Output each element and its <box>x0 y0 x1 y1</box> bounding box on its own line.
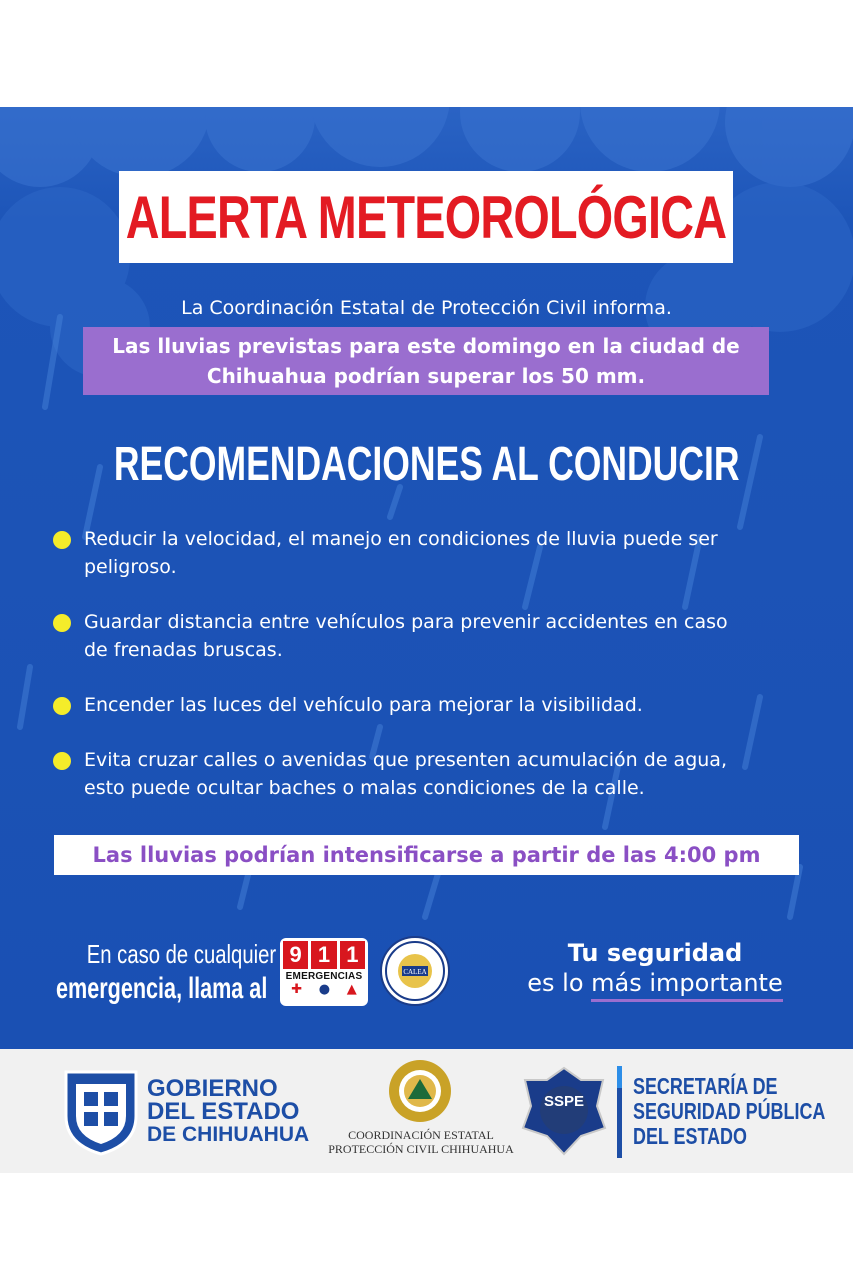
list-item-line: Guardar distancia entre vehículos para prevenir accidentes en caso <box>84 611 728 633</box>
sspe-badge-icon <box>521 1066 607 1156</box>
secretaria-divider-accent <box>617 1066 622 1088</box>
digit-1b: 1 <box>340 941 365 969</box>
list-item-line: Reducir la velocidad, el manejo en condiciones de lluvia puede ser <box>84 528 718 550</box>
state-shield-icon <box>62 1068 140 1156</box>
sec-line-1: SECRETARÍA DE <box>633 1073 778 1099</box>
gob-line-2: DEL ESTADO <box>147 1098 300 1125</box>
alert-poster <box>0 107 853 1049</box>
emergency-line-2: emergencia, llama al <box>56 972 268 1005</box>
accreditation-seal-icon <box>380 936 450 1006</box>
list-item-line: esto puede ocultar baches o malas condiciones de la calle. <box>84 777 645 799</box>
recommendations-title-text: RECOMENDACIONES AL CONDUCIR <box>113 438 740 491</box>
safety-line-1: Tu seguridad <box>567 939 743 967</box>
secretaria-name <box>633 1074 853 1149</box>
list-item <box>52 746 792 802</box>
safety-line-2 <box>500 969 810 997</box>
emergency-label: EMERGENCIAS <box>285 971 363 982</box>
safety-underlined: más importante <box>591 969 783 1002</box>
recommendations-title <box>0 437 853 492</box>
emergency-911-badge <box>280 938 368 1006</box>
sspe-badge-text: SSPE <box>543 1093 585 1110</box>
safety-prefix: es lo <box>527 969 592 997</box>
seal-text: CALEA <box>403 968 427 976</box>
coord-line-1: COORDINACIÓN ESTATAL <box>348 1128 494 1142</box>
sec-line-3: DEL ESTADO <box>633 1123 747 1149</box>
safety-message <box>500 939 810 997</box>
list-item-line: de frenadas bruscas. <box>84 639 283 661</box>
gob-line-1: GOBIERNO <box>147 1075 278 1102</box>
coord-line-2: PROTECCIÓN CIVIL CHIHUAHUA <box>328 1142 514 1156</box>
forecast-line-2: Chihuahua podrían superar los 50 mm. <box>206 364 646 388</box>
bullet-icon <box>53 752 71 770</box>
digit-1: 1 <box>311 941 336 969</box>
digit-9: 9 <box>283 941 308 969</box>
list-item <box>52 525 792 581</box>
emergency-icons <box>283 983 365 997</box>
red-cross-icon: ✚ <box>291 982 303 997</box>
alert-title: ALERTA METEOROLÓGICA <box>125 183 727 251</box>
recommendations-list <box>52 525 792 802</box>
bullet-icon <box>53 697 71 715</box>
forecast-box <box>83 327 769 395</box>
list-item <box>52 608 792 664</box>
list-item <box>52 691 792 719</box>
emergency-line-1: En caso de cualquier <box>86 939 277 969</box>
list-item-line: Evita cruzar calles o avenidas que presenten acumulación de agua, <box>84 749 727 771</box>
emergency-digits <box>283 941 365 969</box>
bullet-icon <box>53 531 71 549</box>
bullet-icon <box>53 614 71 632</box>
title-box <box>119 171 733 263</box>
seal-graphic <box>382 938 448 1004</box>
list-item-line: Encender las luces del vehículo para mejorar la visibilidad. <box>84 694 643 716</box>
sec-line-2: SEGURIDAD PÚBLICA <box>633 1098 826 1124</box>
list-item-line: peligroso. <box>84 556 177 578</box>
warning-banner: Las lluvias podrían intensificarse a partir de las 4:00 pm <box>54 835 799 875</box>
civil-protection-name <box>326 1128 516 1156</box>
fire-icon: ▲ <box>346 982 357 997</box>
gob-line-3: DE CHIHUAHUA <box>147 1123 310 1146</box>
intro-text: La Coordinación Estatal de Protección Civil informa. <box>181 297 672 319</box>
police-icon: ● <box>318 982 331 997</box>
civil-protection-logo-icon <box>386 1057 454 1125</box>
forecast-line-1: Las lluvias previstas para este domingo en la ciudad de <box>112 334 740 358</box>
state-government-name <box>147 1077 309 1146</box>
